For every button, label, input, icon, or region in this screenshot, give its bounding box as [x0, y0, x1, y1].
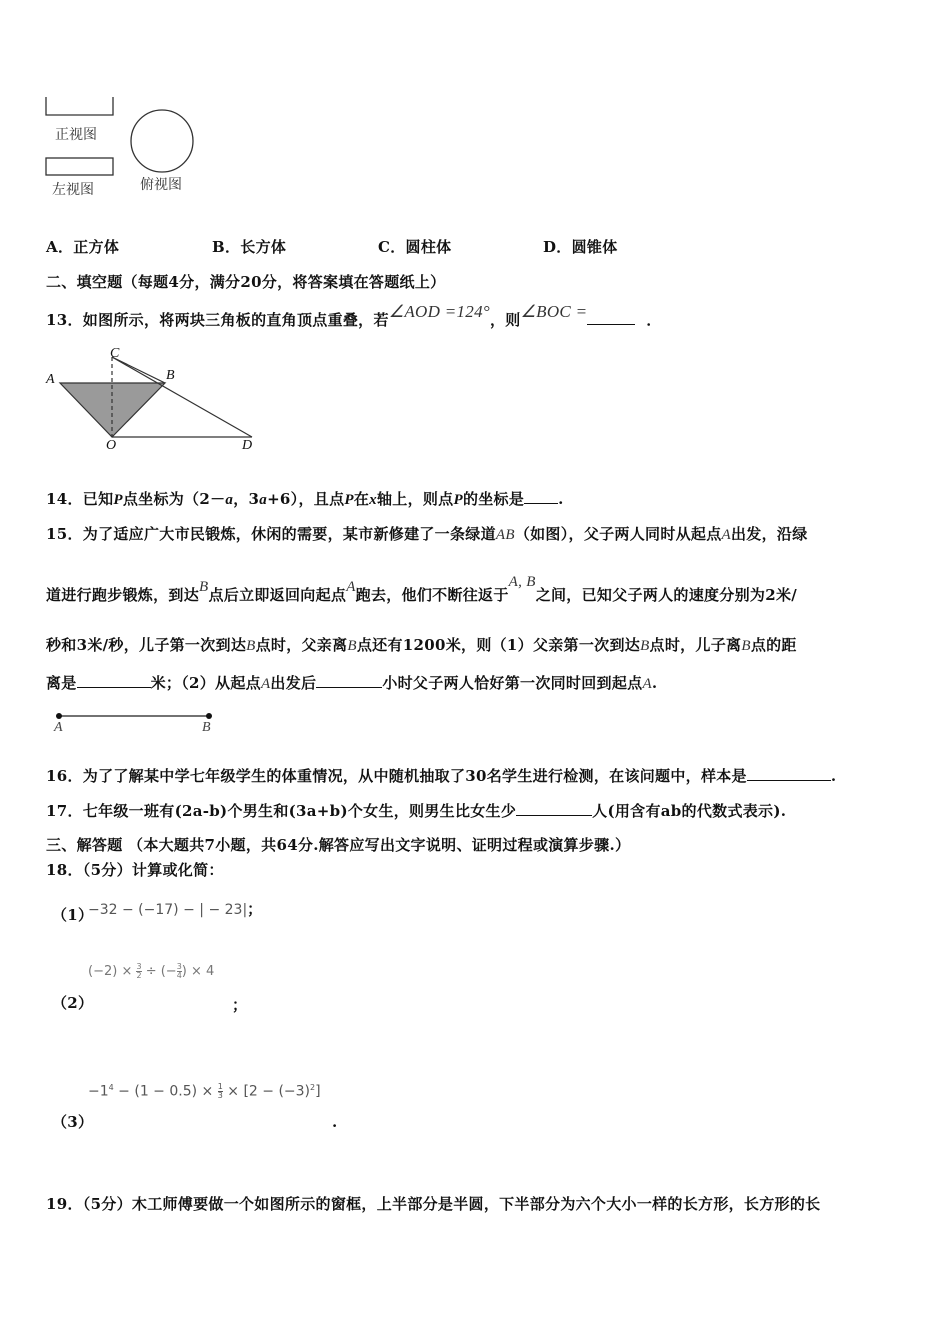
q15-var-b2: B — [246, 638, 256, 654]
q15-text-2d: 之间，已知父子两人的速度分别为2米/ — [535, 586, 798, 604]
q13-label-b: B — [166, 368, 175, 383]
q14-text-1: 14．已知 — [46, 490, 114, 508]
q14-text-7: 的坐标是 — [462, 490, 525, 508]
q14-var-p3: P — [453, 492, 463, 508]
q17-answer-blank[interactable] — [516, 801, 592, 816]
segment-cb — [112, 357, 165, 383]
q15-text-4d: 小时父子两人恰好第一次同时回到起点 — [382, 674, 643, 692]
q17-text: 17．七年级一班有(2a-b)个男生和(3a+b)个女生，则男生比女生少 — [46, 802, 517, 820]
q18-part2-label: （2） — [52, 994, 94, 1012]
q18-part2-expression — [88, 963, 214, 980]
q18-part3-label: （3） — [52, 1113, 94, 1131]
q15-var-a4: A — [642, 676, 652, 692]
q17-end: 人(用含有ab的代数式表示). — [592, 802, 787, 820]
q18-p2-frac2-num: 3 — [176, 962, 182, 971]
q15-text-1c: 出发，沿绿 — [731, 525, 808, 543]
q18-part3-expression — [88, 1083, 321, 1100]
left-view-shape — [46, 158, 113, 175]
q15-text-3b: 点时，父亲离 — [255, 636, 348, 654]
q15-text-1b: （如图），父子两人同时从起点 — [514, 525, 722, 543]
q13-line — [46, 302, 662, 330]
q15-seg-label-b: B — [202, 720, 211, 735]
q15-var-ab2: A, B — [508, 574, 536, 590]
option-a: A．正方体 — [46, 238, 120, 256]
q14-text-3: ，3 — [233, 490, 260, 508]
q15-var-a1: A — [721, 527, 731, 543]
q16-text: 16．为了了解某中学七年级学生的体重情况，从中随机抽取了30名学生进行检测，在该问题中，样本是 — [46, 767, 747, 785]
q16-line — [46, 765, 836, 786]
left-view-label: 左视图 — [52, 181, 94, 197]
q18-title: 18．（5分）计算或化简： — [46, 861, 224, 879]
front-view-label: 正视图 — [55, 126, 97, 142]
q13-label-c: C — [110, 346, 120, 361]
q13-angle-given: ∠AOD =124° — [388, 302, 490, 321]
q15-line-2 — [46, 574, 798, 605]
q15-answer-blank-1[interactable] — [77, 673, 151, 688]
q15-var-b5: B — [741, 638, 751, 654]
q15-text-4b: 米；（2）从起点 — [150, 674, 261, 692]
q18-part3-end: . — [332, 1113, 338, 1131]
q18-p2-frac1-num: 3 — [136, 962, 142, 971]
q18-p2-frac1-den: 2 — [136, 971, 142, 980]
q15-var-ab: AB — [495, 527, 515, 543]
q14-answer-blank[interactable] — [524, 489, 558, 504]
q15-text-4e: . — [651, 674, 658, 692]
q18-p3-exp1: 4 — [108, 1083, 114, 1092]
q17-line — [46, 800, 786, 821]
q14-var-p2: P — [344, 492, 354, 508]
q18-p3-expr-a: −1 — [88, 1083, 109, 1100]
q15-answer-blank-2[interactable] — [316, 673, 382, 688]
q13-triangle-figure — [40, 345, 270, 460]
q15-segment-drawing — [52, 709, 222, 723]
q15-text-3e: 点的距 — [750, 636, 797, 654]
q19-line: 19．（5分）木工师傅要做一个如图所示的窗框，上半部分是半圆，下半部分为六个大小一样的长方形，长方形的长 — [46, 1195, 821, 1213]
q16-end: . — [830, 767, 837, 785]
q15-text-2a: 道进行跑步锻炼，到达 — [46, 586, 200, 604]
point-b — [206, 713, 212, 719]
top-view-label: 俯视图 — [140, 176, 182, 192]
option-b: B．长方体 — [212, 238, 287, 256]
q13-answer-blank[interactable] — [587, 310, 635, 325]
section2-heading: 二、填空题（每题4分，满分20分，将答案填在答题纸上） — [46, 273, 446, 291]
q14-text-6: 轴上，则点 — [376, 490, 454, 508]
q15-text-2b: 点后立即返回向起点 — [208, 586, 347, 604]
q15-line-3 — [46, 634, 797, 655]
q14-var-x: x — [369, 492, 377, 508]
q16-answer-blank[interactable] — [747, 766, 831, 781]
q18-p3-exp2: 2 — [310, 1083, 316, 1092]
q14-end: . — [558, 490, 564, 508]
q13-prefix: 13．如图所示，将两块三角板的直角顶点重叠，若 — [46, 311, 389, 329]
q15-line-1 — [46, 523, 808, 544]
q18-p2-expr-c: ) × 4 — [181, 964, 215, 979]
q14-var-p1: P — [113, 492, 123, 508]
q18-p3-frac-num: 1 — [217, 1082, 223, 1092]
q18-p2-frac2-den: 4 — [176, 971, 182, 980]
q14-line — [46, 488, 564, 509]
section3-heading: 三、解答题 （本大题共7小题，共64分.解答应写出文字说明、证明过程或演算步骤.） — [46, 836, 631, 854]
q18-p3-expr-c: × [2 − (−3) — [222, 1083, 311, 1100]
q18-p2-expr-b: ÷ (− — [141, 964, 177, 979]
q13-triangle-drawing — [40, 345, 270, 460]
q15-text-3c: 点还有1200米，则（1）父亲第一次到达 — [356, 636, 641, 654]
point-a — [56, 713, 62, 719]
q14-text-4: +6），且点 — [267, 490, 345, 508]
q15-var-a2: A — [346, 579, 356, 595]
q15-text-4c: 出发后 — [270, 674, 317, 692]
q18-p2-expr-a: (−2) × — [88, 964, 137, 979]
q15-var-b3: B — [347, 638, 357, 654]
q14-text-2: 点坐标为（2－ — [122, 490, 226, 508]
q15-segment-figure — [52, 708, 222, 738]
q13-label-a: A — [46, 372, 55, 387]
q15-text-4a: 离是 — [46, 674, 77, 692]
q15-text-1a: 15．为了适应广大市民锻炼，休闲的需要，某市新修建了一条绿道 — [46, 525, 496, 543]
q15-text-2c: 跑去，他们不断往返于 — [355, 586, 509, 604]
q14-var-a2: a — [259, 492, 268, 508]
q18-p1-end: ； — [247, 900, 263, 918]
q18-p1-expr: −32 − (−17) − | − 23| — [88, 902, 248, 918]
q15-text-3a: 秒和3米/秒，儿子第一次到达 — [46, 636, 247, 654]
q18-part2-end: ； — [232, 996, 248, 1014]
q15-var-b4: B — [640, 638, 650, 654]
q13-angle-asked: ∠BOC = — [520, 302, 588, 321]
q15-var-a3: A — [260, 676, 271, 692]
q14-text-5: 在 — [353, 490, 370, 508]
q15-line-4 — [46, 672, 657, 693]
q13-label-d: D — [242, 438, 253, 453]
q13-label-o: O — [106, 438, 117, 453]
q13-mid: ，则 — [489, 311, 521, 329]
option-d: D．圆锥体 — [543, 238, 618, 256]
q14-var-a1: a — [225, 492, 234, 508]
q18-p3-frac-den: 3 — [217, 1091, 223, 1101]
q15-text-3d: 点时，儿子离 — [649, 636, 742, 654]
front-view-shape — [46, 97, 113, 115]
top-view-shape — [131, 110, 193, 172]
q18-part1-label: （1） — [52, 906, 94, 924]
q18-p3-expr-d: ] — [315, 1083, 321, 1100]
option-c: C．圆柱体 — [378, 238, 452, 256]
q15-seg-label-a: A — [54, 720, 63, 735]
q18-part1-expression — [88, 898, 262, 919]
q13-suffix: ． — [646, 311, 662, 329]
q15-var-b1: B — [199, 579, 209, 595]
q18-p3-expr-b: − (1 − 0.5) × — [113, 1083, 218, 1100]
